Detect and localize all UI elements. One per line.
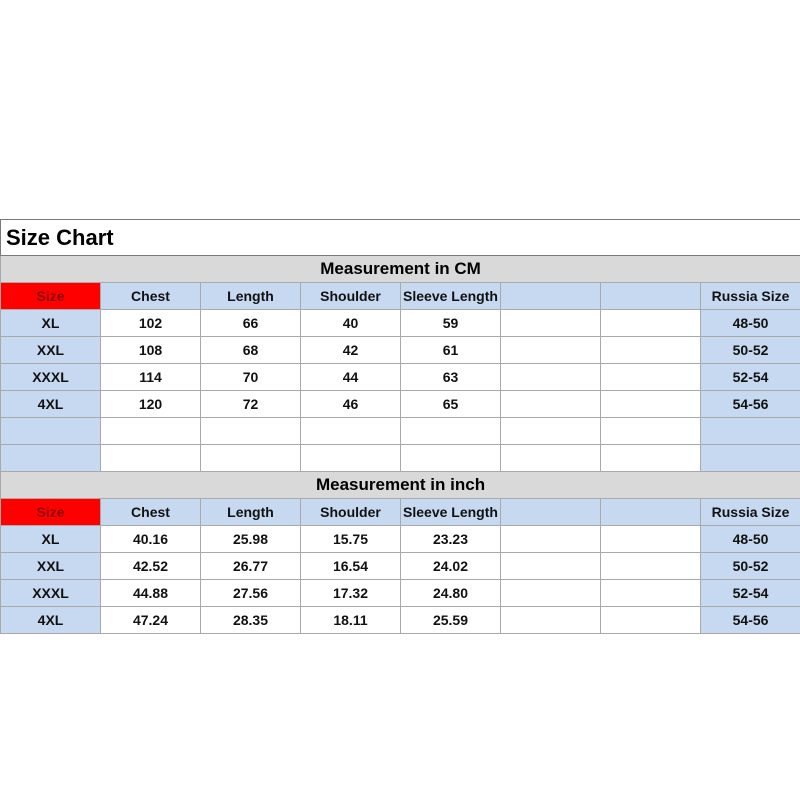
cell-sleeve-length: 25.59 (401, 607, 501, 634)
cell-chest: 114 (101, 364, 201, 391)
cell-chest: 47.24 (101, 607, 201, 634)
cell-size: XL (1, 310, 101, 337)
cell-shoulder: 42 (301, 337, 401, 364)
cell-length: 25.98 (201, 526, 301, 553)
table-row (1, 526, 800, 553)
cell-length: 27.56 (201, 580, 301, 607)
section-title: Measurement in inch (1, 472, 800, 499)
column-header-blank-col-b (601, 283, 701, 310)
cell-sleeve-length: 65 (401, 391, 501, 418)
cell-sleeve-length: 23.23 (401, 526, 501, 553)
section-header-row (1, 472, 800, 499)
cell-russia-size (701, 445, 800, 472)
cell-length: 72 (201, 391, 301, 418)
cell-russia-size: 52-54 (701, 364, 800, 391)
column-header-sleeve-length: Sleeve Length (401, 283, 501, 310)
cell-length: 28.35 (201, 607, 301, 634)
cell-shoulder: 16.54 (301, 553, 401, 580)
cell-blank-col-a (501, 418, 601, 445)
cell-blank-col-b (601, 526, 701, 553)
column-header-blank-col-a (501, 499, 601, 526)
table-row (1, 337, 800, 364)
cell-chest: 120 (101, 391, 201, 418)
cell-blank-col-b (601, 310, 701, 337)
cell-russia-size: 50-52 (701, 553, 800, 580)
cell-shoulder (301, 445, 401, 472)
cell-size: XXL (1, 553, 101, 580)
title-row (1, 220, 800, 256)
cell-blank-col-b (601, 391, 701, 418)
cell-russia-size: 48-50 (701, 310, 800, 337)
cell-shoulder (301, 418, 401, 445)
column-header-chest: Chest (101, 499, 201, 526)
cell-blank-col-a (501, 337, 601, 364)
column-header-blank-col-b (601, 499, 701, 526)
cell-length (201, 418, 301, 445)
cell-blank-col-a (501, 445, 601, 472)
size-chart-table (0, 219, 800, 634)
cell-blank-col-b (601, 418, 701, 445)
column-header-row (1, 499, 800, 526)
cell-chest: 108 (101, 337, 201, 364)
table-row (1, 391, 800, 418)
cell-shoulder: 18.11 (301, 607, 401, 634)
cell-length: 70 (201, 364, 301, 391)
cell-chest: 102 (101, 310, 201, 337)
cell-blank-col-b (601, 607, 701, 634)
column-header-russia-size: Russia Size (701, 283, 800, 310)
cell-length: 26.77 (201, 553, 301, 580)
cell-russia-size (701, 418, 800, 445)
table-row (1, 607, 800, 634)
cell-length: 66 (201, 310, 301, 337)
cell-chest: 42.52 (101, 553, 201, 580)
cell-chest: 44.88 (101, 580, 201, 607)
cell-shoulder: 15.75 (301, 526, 401, 553)
cell-chest: 40.16 (101, 526, 201, 553)
cell-size: 4XL (1, 607, 101, 634)
column-header-size: Size (1, 499, 101, 526)
cell-blank-col-b (601, 445, 701, 472)
column-header-chest: Chest (101, 283, 201, 310)
cell-sleeve-length: 63 (401, 364, 501, 391)
cell-size: 4XL (1, 391, 101, 418)
cell-sleeve-length (401, 445, 501, 472)
column-header-russia-size: Russia Size (701, 499, 800, 526)
cell-russia-size: 50-52 (701, 337, 800, 364)
cell-blank-col-b (601, 580, 701, 607)
section-header-row (1, 256, 800, 283)
cell-blank-col-a (501, 310, 601, 337)
cell-size (1, 418, 101, 445)
column-header-sleeve-length: Sleeve Length (401, 499, 501, 526)
table-row (1, 364, 800, 391)
cell-blank-col-a (501, 553, 601, 580)
cell-size: XXXL (1, 364, 101, 391)
cell-blank-col-a (501, 364, 601, 391)
column-header-length: Length (201, 499, 301, 526)
table-row (1, 445, 800, 472)
table-row (1, 553, 800, 580)
section-title: Measurement in CM (1, 256, 800, 283)
cell-russia-size: 54-56 (701, 391, 800, 418)
cell-length (201, 445, 301, 472)
cell-shoulder: 17.32 (301, 580, 401, 607)
cell-size (1, 445, 101, 472)
cell-length: 68 (201, 337, 301, 364)
cell-chest (101, 418, 201, 445)
cell-sleeve-length (401, 418, 501, 445)
cell-blank-col-b (601, 337, 701, 364)
cell-sleeve-length: 24.80 (401, 580, 501, 607)
cell-size: XXL (1, 337, 101, 364)
column-header-shoulder: Shoulder (301, 499, 401, 526)
column-header-row (1, 283, 800, 310)
column-header-shoulder: Shoulder (301, 283, 401, 310)
table-row (1, 580, 800, 607)
cell-shoulder: 40 (301, 310, 401, 337)
table-row (1, 418, 800, 445)
cell-blank-col-a (501, 391, 601, 418)
cell-blank-col-b (601, 364, 701, 391)
cell-blank-col-a (501, 607, 601, 634)
cell-russia-size: 52-54 (701, 580, 800, 607)
cell-sleeve-length: 61 (401, 337, 501, 364)
column-header-blank-col-a (501, 283, 601, 310)
column-header-size: Size (1, 283, 101, 310)
cell-blank-col-a (501, 580, 601, 607)
cell-size: XL (1, 526, 101, 553)
chart-title: Size Chart (1, 220, 800, 256)
cell-blank-col-b (601, 553, 701, 580)
cell-blank-col-a (501, 526, 601, 553)
cell-russia-size: 54-56 (701, 607, 800, 634)
cell-shoulder: 44 (301, 364, 401, 391)
cell-shoulder: 46 (301, 391, 401, 418)
cell-size: XXXL (1, 580, 101, 607)
table-row (1, 310, 800, 337)
cell-sleeve-length: 24.02 (401, 553, 501, 580)
column-header-length: Length (201, 283, 301, 310)
cell-sleeve-length: 59 (401, 310, 501, 337)
cell-russia-size: 48-50 (701, 526, 800, 553)
cell-chest (101, 445, 201, 472)
